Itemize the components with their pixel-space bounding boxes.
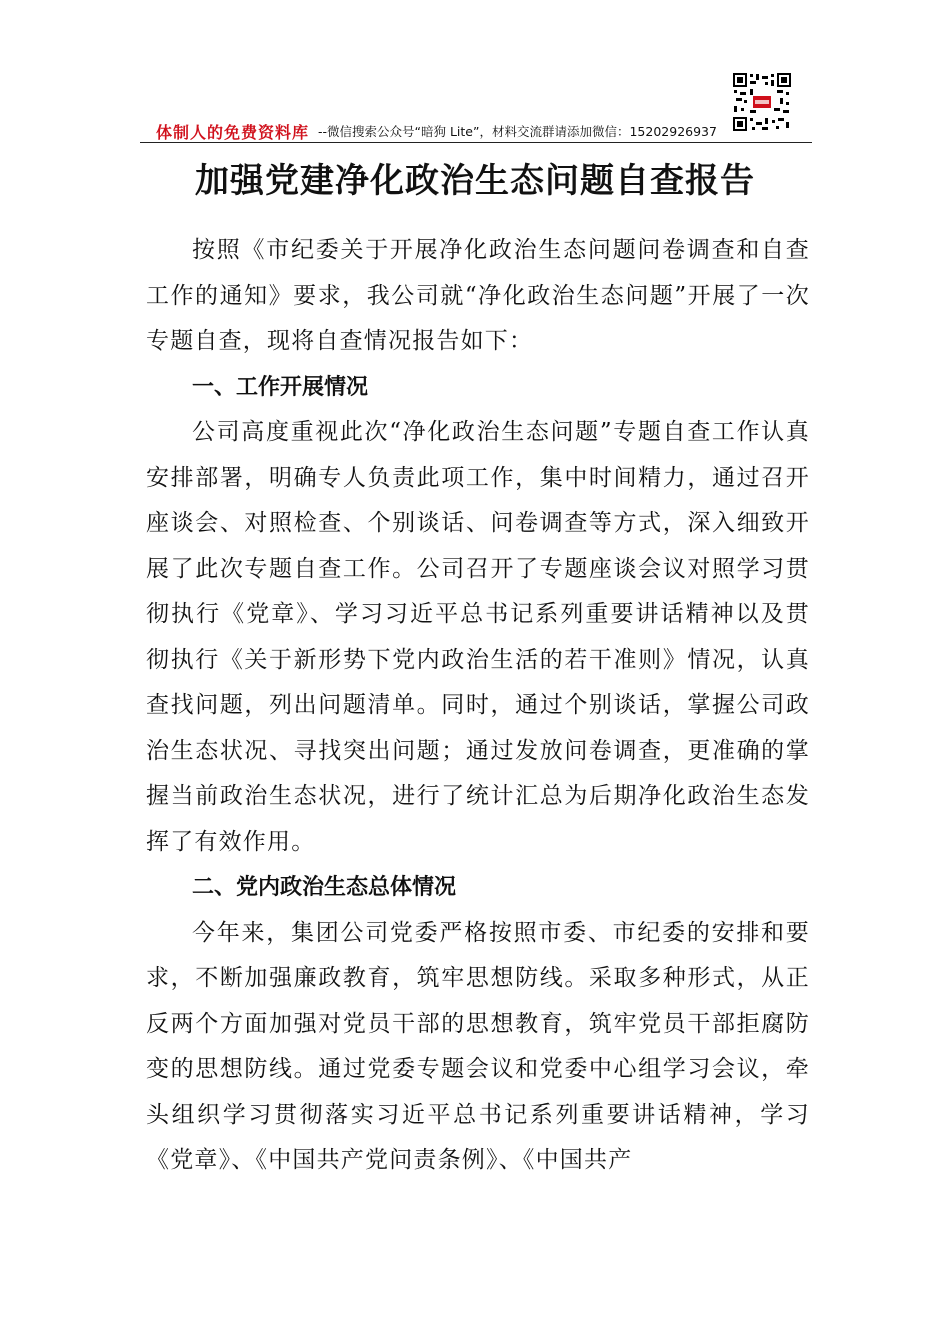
document-body [146, 228, 810, 1184]
paragraph-section-2: 今年来，集团公司党委严格按照市委、市纪委的安排和要求，不断加强廉政教育，筑牢思想防线。采取多种形式，从正反两个方面加强对党员干部的思想教育，筑牢党员干部拒腐防变的思想防线。通过党委专题会议和党委中心组学习会议，牵头组织学习贯彻落实习近平总书记系列重要讲话精神，学习《党章》、《中国共产党问责条例》、《中国共产 [146, 919, 810, 1173]
paragraph-intro: 按照《市纪委关于开展净化政治生态问题问卷调查和自查工作的通知》要求，我公司就“净化政治生态问题”开展了一次专题自查，现将自查情况报告如下： [146, 237, 810, 354]
section-heading-1: 一、工作开展情况 [192, 374, 369, 400]
section-heading-2: 二、党内政治生态总体情况 [192, 875, 457, 900]
paragraph-section-1: 公司高度重视此次“净化政治生态问题”专题自查工作认真安排部署，明确专人负责此项工作，集中时间精力，通过召开座谈会、对照检查、个别谈话、问卷调查等方式，深入细致开展了此次专题自查工作。公司召开了专题座谈会议对照学习贯彻执行《党章》、学习习近平总书记系列重要讲话精神以及贯彻执行《关于新形势下党内政治生活的若干准则》情况，认真查找问题，列出问题清单。同时，通过个别谈话，掌握公司政治生态状况、寻找突出问题；通过发放问卷调查，更准确的掌握当前政治生态状况，进行了统计汇总为后期净化政治生态发挥了有效作用。 [146, 419, 810, 855]
header-brand: 体制人的免费资料库 [156, 123, 310, 142]
header-tagline: --微信搜索公众号“暗狗 Lite”，材料交流群请添加微信：15202926937 [318, 124, 717, 139]
document-title: 加强党建净化政治生态问题自查报告 [195, 161, 755, 201]
header-banner [140, 120, 812, 143]
